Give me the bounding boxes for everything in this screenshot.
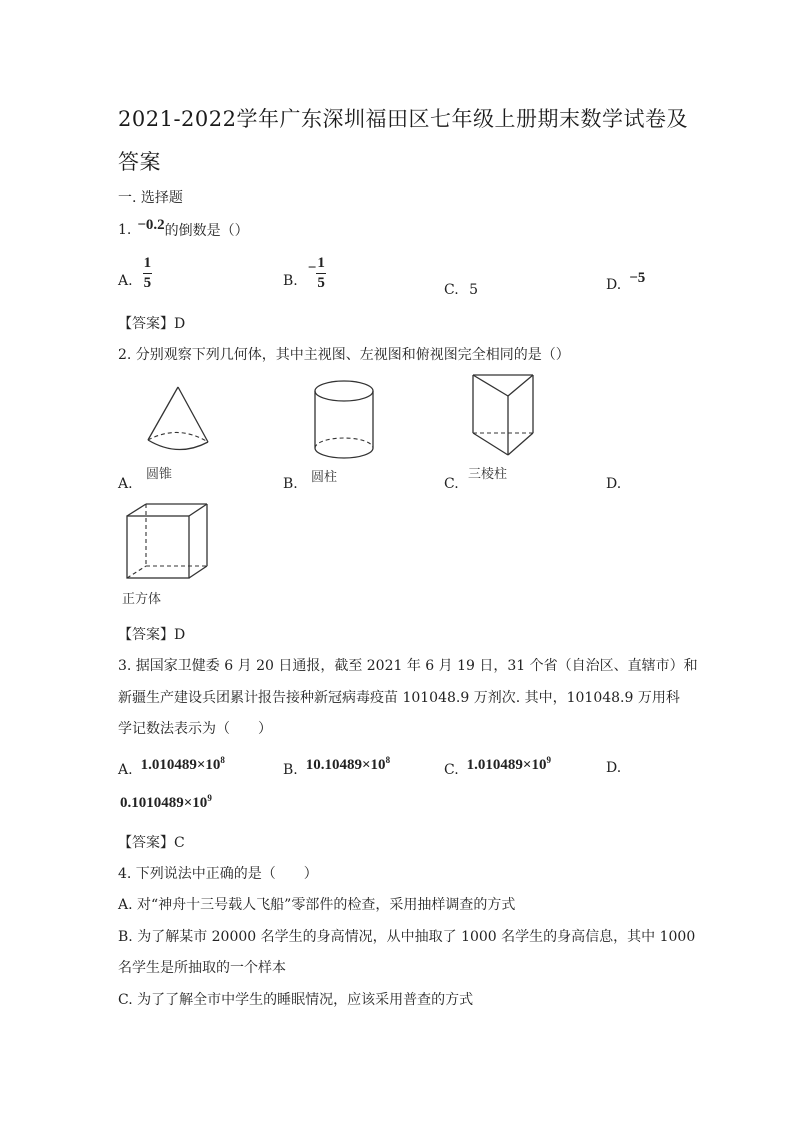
- q1-option-b: [283, 256, 326, 291]
- q4-option-a: A. 对“神舟十三号载人飞船”零部件的检查，采用抽样调查的方式: [118, 897, 516, 913]
- cube-figure: [122, 500, 214, 586]
- q1-option-a: [118, 256, 152, 291]
- q2-option-c-letter: C.: [444, 476, 459, 492]
- q3-answer: 【答案】C: [118, 835, 185, 851]
- question-1-stem: 的倒数是（）: [164, 223, 249, 239]
- q3-option-a-value: $1.010489\times 10^8$: [140, 755, 225, 773]
- q1-option-a-fraction: [143, 256, 153, 291]
- q1-option-a-numerator: 1: [143, 256, 153, 274]
- cube-label: 正方体: [122, 592, 162, 607]
- question-2-stem: 2. 分别观察下列几何体，其中主视图、左视图和俯视图完全相同的是（）: [118, 347, 570, 363]
- q1-option-d-value: −5: [629, 270, 646, 286]
- q4-option-b-line-2: 名学生是所抽取的一个样本: [118, 960, 286, 976]
- q3-option-b: [283, 755, 391, 778]
- question-1-expression: −0.2: [137, 216, 165, 233]
- q3-option-c: [444, 755, 551, 778]
- q3-option-b-value: $10.10489\times 10^8$: [305, 755, 391, 773]
- q4-option-b-line-1: B. 为了解某市 20000 名学生的身高情况，从中抽取了 1000 名学生的身高信息，其中 1000: [118, 929, 696, 945]
- question-3-line-1: 3. 据国家卫健委 6 月 20 日通报，截至 2021 年 6 月 19 日，31 个省（自治区、直辖市）和: [118, 658, 698, 674]
- cone-label: 圆锥: [146, 467, 173, 482]
- question-3-line-2: 新疆生产建设兵团累计报告接种新冠病毒疫苗 101048.9 万剂次. 其中，101048.9 万用科: [118, 690, 680, 706]
- q2-option-d-letter: D.: [606, 476, 622, 492]
- doc-title-line-2: 答案: [118, 150, 161, 174]
- question-4-stem: 4. 下列说法中正确的是（ ）: [118, 866, 318, 882]
- q3-option-c-value: $1.010489\times 10^9$: [466, 755, 551, 773]
- q1-option-d: [606, 270, 646, 293]
- triangular-prism-label: 三棱柱: [468, 467, 508, 482]
- cylinder-label: 圆柱: [311, 470, 338, 485]
- q1-option-b-sign: −: [307, 260, 317, 276]
- q3-option-d-letter: D.: [606, 760, 622, 776]
- q2-option-a-letter: A.: [118, 476, 133, 492]
- q3-option-b-letter: B.: [283, 761, 298, 778]
- q3-option-c-letter: C.: [444, 761, 459, 778]
- q1-option-c-value: 5: [469, 282, 479, 298]
- q1-option-b-numerator: 1: [316, 256, 326, 274]
- question-1-number: 1.: [118, 222, 132, 238]
- cylinder-figure: [308, 376, 380, 466]
- triangular-prism-figure: [466, 369, 542, 461]
- q1-option-d-letter: D.: [606, 277, 622, 293]
- q3-option-a-letter: A.: [118, 761, 133, 778]
- q3-option-a: [118, 755, 225, 778]
- doc-title-line-1: 2021-2022学年广东深圳福田区七年级上册期末数学试卷及: [118, 107, 688, 131]
- q2-option-b-letter: B.: [283, 476, 298, 492]
- q2-answer: 【答案】D: [118, 627, 186, 643]
- q1-option-c: [444, 282, 478, 298]
- q1-answer: 【答案】D: [118, 316, 186, 332]
- q1-option-a-letter: A.: [118, 273, 133, 289]
- q1-option-b-fraction: [316, 256, 326, 291]
- question-1: [118, 216, 249, 240]
- q1-option-a-denominator: 5: [143, 275, 152, 291]
- q1-option-b-denominator: 5: [317, 275, 325, 291]
- q1-option-b-letter: B.: [283, 273, 298, 289]
- q1-option-c-letter: C.: [444, 282, 459, 298]
- question-3-line-3: 学记数法表示为（ ）: [118, 721, 272, 737]
- q3-option-d-value: $0.1010489\times 10^9$: [120, 793, 212, 811]
- q4-option-c: C. 为了了解全市中学生的睡眠情况，应该采用普查的方式: [118, 992, 474, 1008]
- section-heading: 一. 选择题: [118, 190, 183, 206]
